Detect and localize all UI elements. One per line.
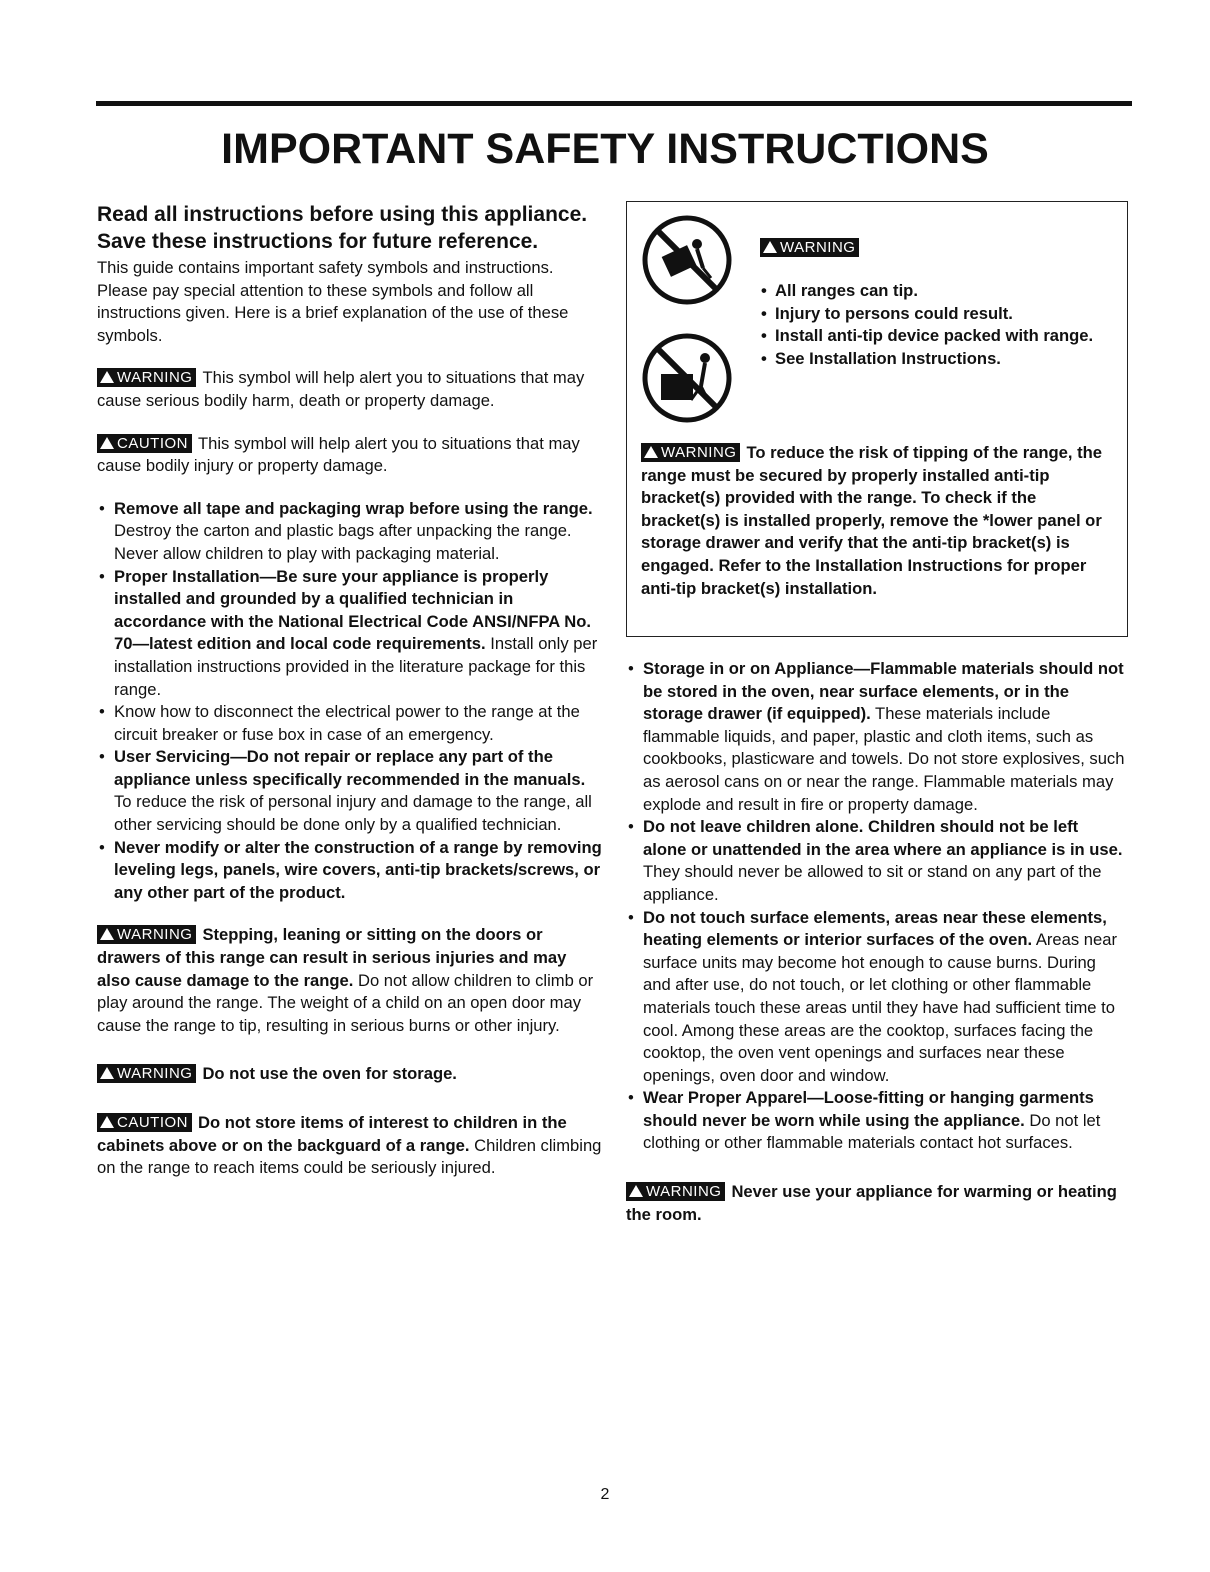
anti-tip-warning-box (626, 201, 1128, 637)
caution-children: CAUTION Do not store items of interest to children in the cabinets above or on the backguard of a range. Children climbing on the range to reach items could be seriously injured. (97, 1113, 602, 1178)
alert-triangle-icon (100, 928, 114, 940)
caution-badge: CAUTION (97, 1113, 192, 1132)
warning-badge: WARNING (641, 443, 740, 462)
list-item: • Do not leave children alone. Children should not be left alone or unattended in the area where an appliance is in use. They should never be allowed to sit or stand on any part of the appliance. (628, 817, 1123, 904)
top-rule (96, 101, 1132, 106)
no-tipping-range-icon (639, 212, 735, 308)
right-bullet-list (626, 658, 1126, 1155)
warning-badge: WARNING (97, 1064, 196, 1083)
tip-icons (639, 212, 749, 448)
symbol-warning-explanation: WARNING This symbol will help alert you to situations that may cause serious bodily harm, death or property damage. (97, 368, 585, 410)
list-item: • Do not touch surface elements, areas near these elements, heating elements or interior surfaces of the oven. Areas near surface units may become hot enough to cause burns. During and after use, do not touch, or let clothing or other flammable materials touch these areas until they have had sufficient time to cool. Among these areas are the cooktop, surfaces facing the cooktop, the oven vent openings and surfaces near these openings, oven door and window. (628, 907, 1118, 1085)
list-item: • Install anti-tip device packed with range. (761, 326, 1094, 346)
alert-triangle-icon (100, 1116, 114, 1128)
alert-triangle-icon (100, 437, 114, 449)
left-bullet-list (97, 498, 602, 905)
intro-text: This guide contains important safety symbols and instructions. Please pay special attention to these symbols and follow all instructions given. Here is a brief explanation of the use of these symbols. (97, 258, 569, 345)
intro-heading: Read all instructions before using this appliance. Save these instructions for future reference. (97, 203, 588, 253)
warning-storage: WARNING Do not use the oven for storage. (97, 1063, 602, 1086)
list-item: • Wear Proper Apparel—Loose-fitting or hanging garments should never be worn while using the appliance. Do not let clothing or other flammable materials contact hot surfaces. (628, 1088, 1101, 1153)
caution-badge: CAUTION (97, 434, 192, 453)
list-item: • Injury to persons could result. (761, 303, 1013, 323)
list-item: • All ranges can tip. (761, 281, 918, 300)
list-item: • Remove all tape and packaging wrap before using the range. Destroy the carton and plastic bags after unpacking the range. Never allow children to play with packaging material. (99, 498, 593, 563)
warning-heating: WARNING Never use your appliance for warming or heating the room. (626, 1182, 1117, 1224)
list-item: • Never modify or alter the construction of a range by removing leveling legs, panels, wire covers, anti-tip brackets/screws, or any other part of the product. (99, 837, 602, 902)
box-warning-badge-wrap (760, 238, 865, 258)
warning-badge: WARNING (626, 1182, 725, 1201)
warning-badge: WARNING (97, 925, 196, 944)
no-standing-on-door-icon (639, 330, 735, 426)
page-title: IMPORTANT SAFETY INSTRUCTIONS (221, 125, 989, 173)
alert-triangle-icon (100, 371, 114, 383)
warning-badge: WARNING (97, 368, 196, 387)
list-item: • User Servicing—Do not repair or replace any part of the appliance unless specifically recommended in the manuals. To reduce the risk of personal injury and damage to the range, all other servicing should be done only by a qualified technician. (99, 747, 592, 835)
list-item: • See Installation Instructions. (761, 348, 1001, 368)
page-number: 2 (600, 1486, 610, 1503)
anti-tip-warning-text: WARNING To reduce the risk of tipping of the range, the range must be secured by properly installed anti-tip bracket(s) provided with the range. To check if the bracket(s) is installed properly, remove the *lower panel or storage drawer and verify that the anti-tip bracket(s) is engaged. Refer to the Installation Instructions for proper anti-tip bracket(s) installation. (641, 443, 1103, 598)
alert-triangle-icon (763, 241, 777, 253)
tip-bullet-list (759, 280, 1119, 370)
warning-badge: WARNING (760, 238, 859, 257)
list-item: • Storage in or on Appliance—Flammable materials should not be stored in the oven, near surface elements, or in the storage drawer (if equipped). These materials include flammable liquids, and paper, plastic and cloth items, such as cookbooks, plasticware and towels. Do not store explosives, such as aerosol cans on or near the range. Flammable materials may explode and result in fire or property damage. (628, 659, 1125, 814)
symbol-caution-explanation: CAUTION This symbol will help alert you to situations that may cause bodily injury or property damage. (97, 433, 580, 476)
alert-triangle-icon (629, 1185, 643, 1197)
alert-triangle-icon (644, 446, 658, 458)
list-item: • Know how to disconnect the electrical power to the range at the circuit breaker or fuse box in case of an emergency. (99, 702, 580, 744)
alert-triangle-icon (100, 1067, 114, 1079)
right-column (626, 658, 1126, 1246)
list-item: • Proper Installation—Be sure your appliance is properly installed and grounded by a qualified technician in accordance with the National Electrical Code ANSI/NFPA No. 70—latest edition and local code requirements. Install only per installation instructions provided in the literature package for this range. (99, 566, 598, 699)
warning-stepping: WARNING Stepping, leaning or sitting on the doors or drawers of this range can result in serious injuries and may also cause damage to the range. Do not allow children to climb or play around the range. The weight of a child on an open door may cause the range to tip, resulting in serious burns or other injury. (97, 925, 594, 1035)
left-column (97, 201, 602, 1200)
